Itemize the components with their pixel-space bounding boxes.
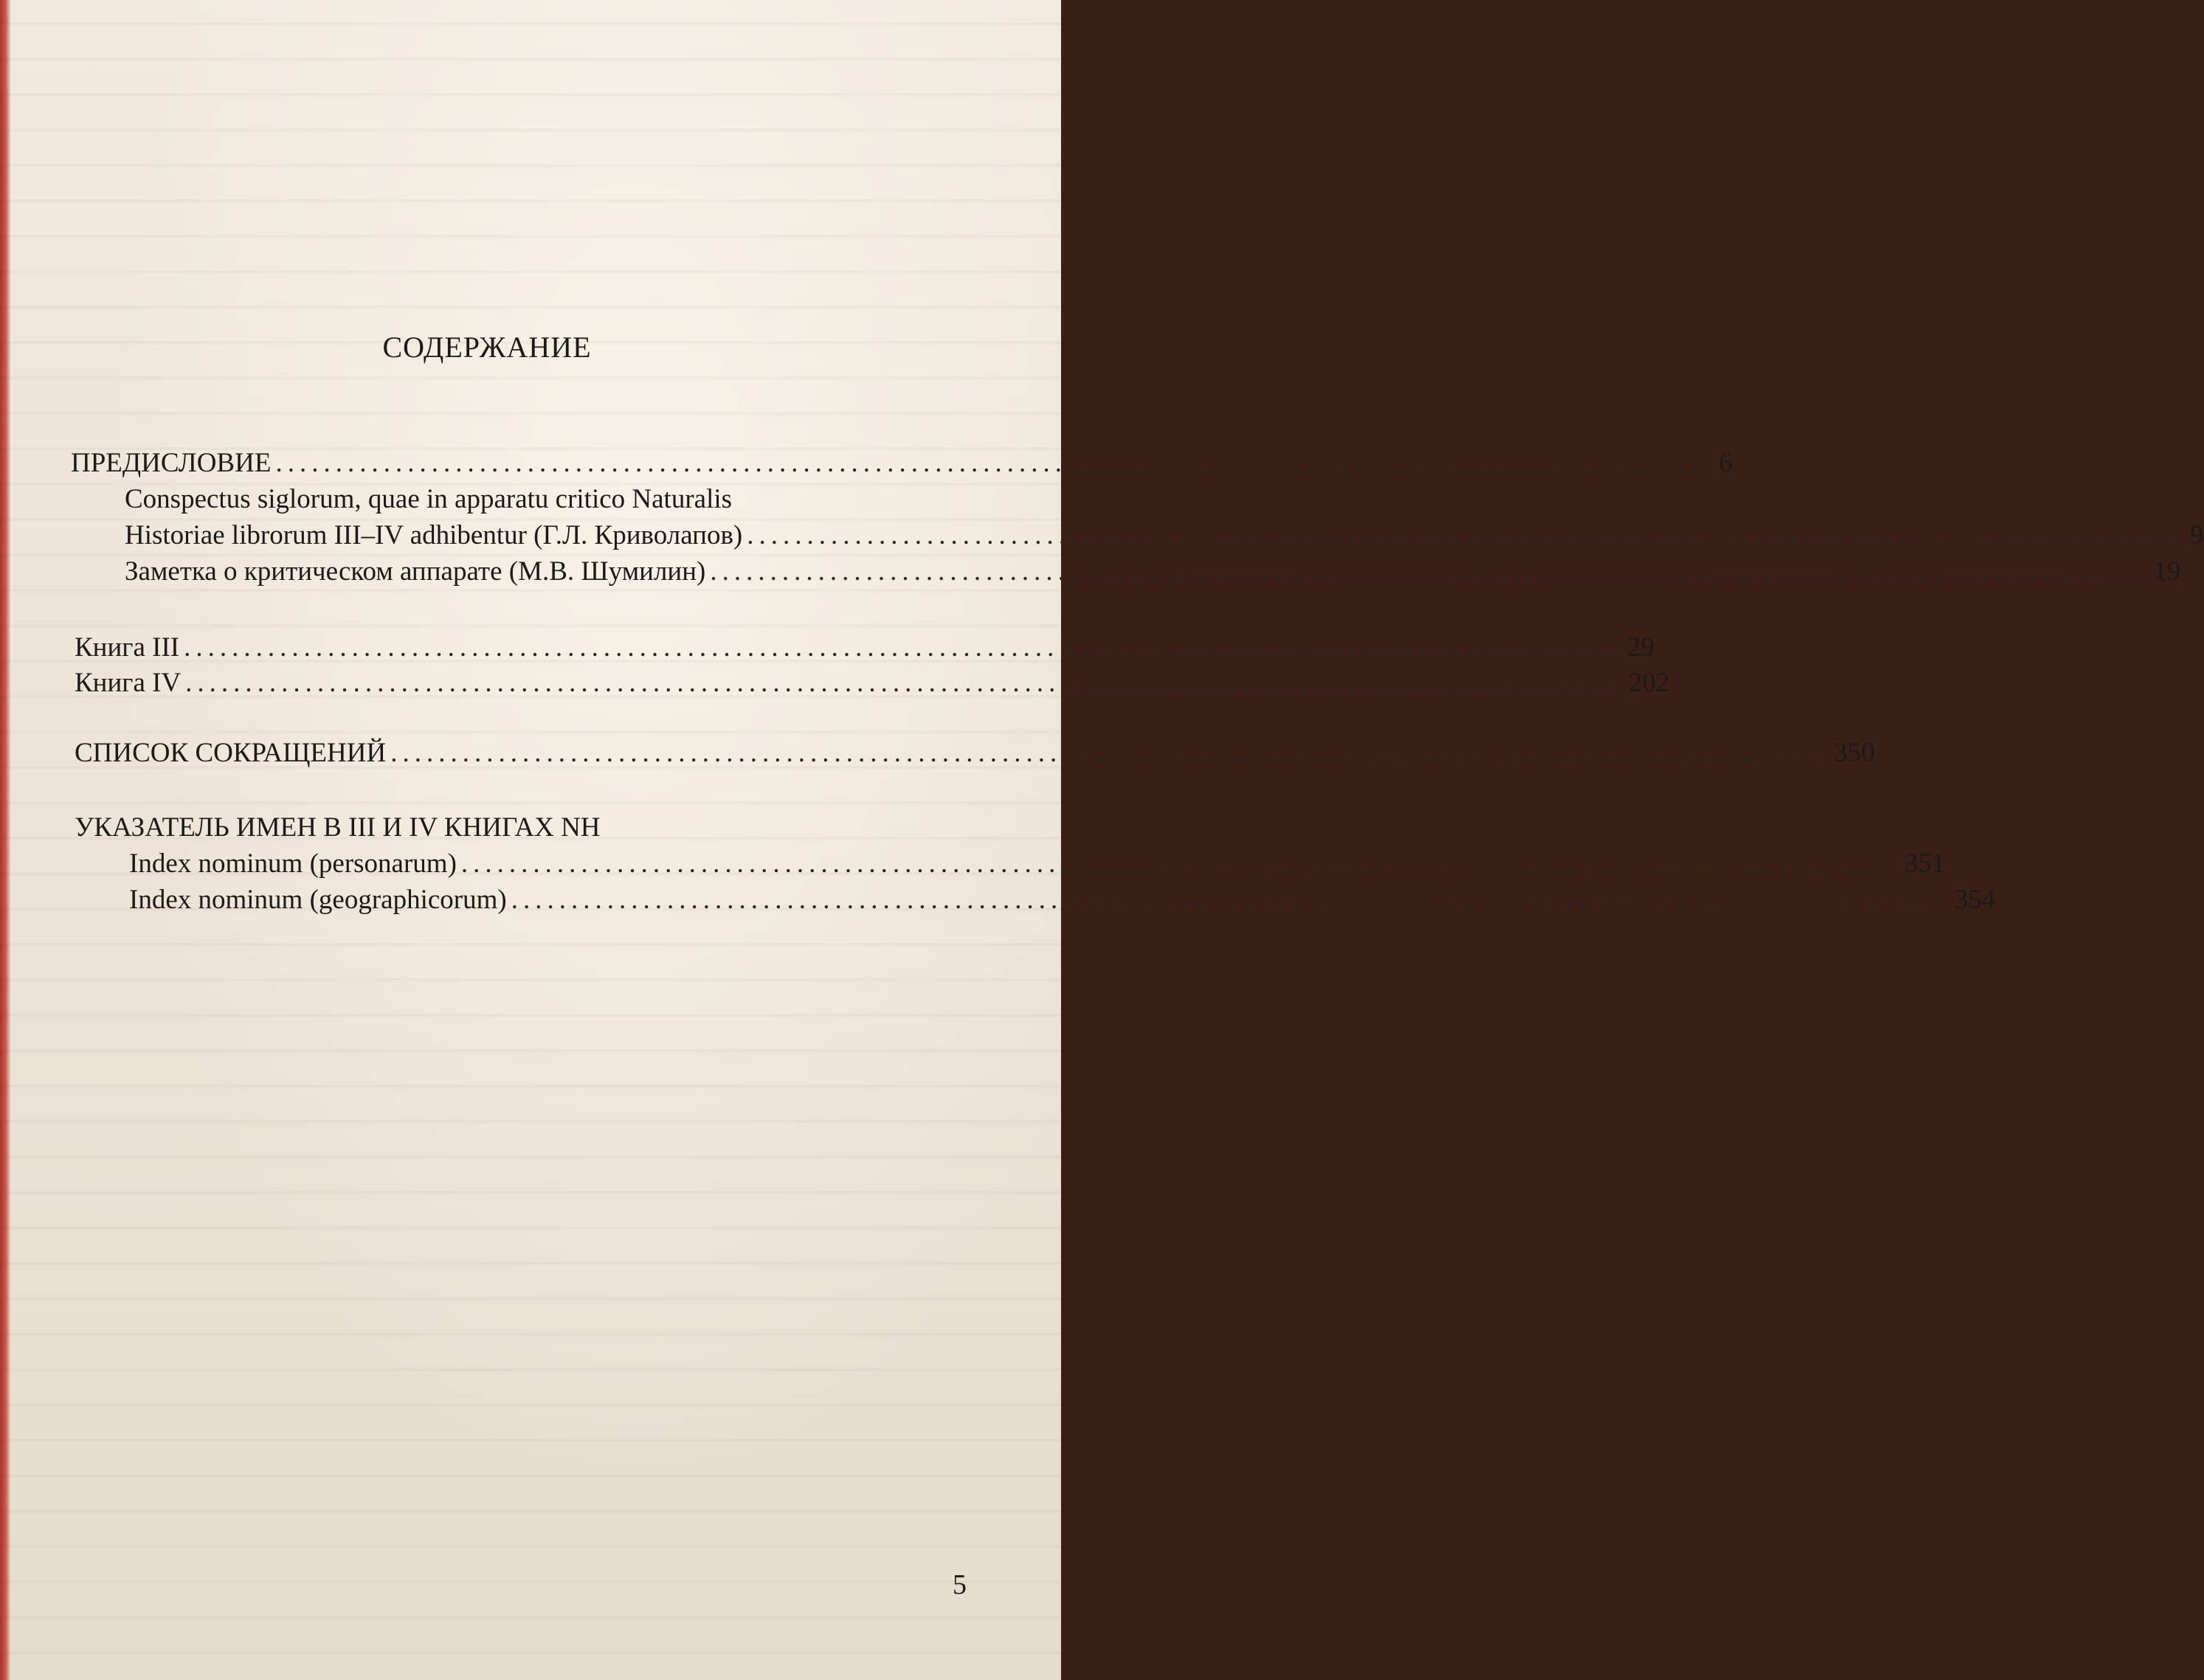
dot-leader: ........................................................................................................................ — [747, 520, 2186, 550]
toc-entry-page: 202 — [1628, 668, 1670, 698]
toc-entry-title: Заметка о критическом аппарате (М.В. Шумилин) — [125, 556, 706, 587]
dot-leader: ........................................................................................................................ — [184, 632, 1623, 663]
toc-entry-page: 9 — [2190, 520, 2204, 550]
page-number: 5 — [953, 1569, 967, 1600]
toc-entry-abbreviations[interactable] — [75, 737, 1875, 769]
toc-entry-page: 351 — [1904, 848, 1946, 879]
dot-leader: ........................................................................................................................ — [710, 556, 2149, 587]
toc-entry-index-personarum[interactable] — [129, 848, 1946, 879]
toc-entry-index-geographicorum[interactable] — [129, 884, 1996, 916]
toc-entry-page: 19 — [2153, 556, 2181, 587]
toc-entry-conspectus[interactable] — [125, 519, 2204, 551]
toc-entry-conspectus-line1: Conspectus siglorum, quae in apparatu critico Naturalis — [125, 484, 733, 514]
toc-entry-title: Historiae librorum III–IV adhibentur (Г.Л. Криволапов) — [125, 520, 743, 550]
toc-entry-title: Книга III — [75, 632, 180, 663]
dot-leader: ........................................................................................................................ — [511, 885, 1950, 915]
toc-entry-title: Книга IV — [75, 668, 182, 698]
toc-entry-preface[interactable] — [71, 447, 1733, 479]
toc-entry-page: 354 — [1954, 885, 1996, 915]
toc-entry-apparatus-note[interactable] — [125, 556, 2181, 587]
toc-entry-title: ПРЕДИСЛОВИЕ — [71, 448, 272, 478]
toc-section-index[interactable]: УКАЗАТЕЛЬ ИМЕН В III И IV КНИГАХ NH — [75, 812, 601, 843]
toc-entry-title: Index nominum (geographicorum) — [129, 885, 507, 915]
toc-entry-title: СПИСОК СОКРАЩЕНИЙ — [75, 738, 387, 768]
toc-entry-page: 6 — [1718, 448, 1733, 478]
toc-entry-page: 350 — [1834, 738, 1875, 768]
contents-heading: СОДЕРЖАНИЕ — [382, 331, 592, 364]
dot-leader: ........................................................................................................................ — [275, 448, 1715, 478]
toc-entry-page: 29 — [1627, 632, 1655, 663]
dot-leader: ........................................................................................................................ — [185, 668, 1625, 698]
toc-entry-title: Index nominum (personarum) — [129, 848, 457, 879]
dot-leader: ........................................................................................................................ — [390, 738, 1830, 768]
dot-leader: ........................................................................................................................ — [460, 848, 1900, 879]
book-spine-edge — [0, 0, 10, 1680]
toc-entry-book-4[interactable] — [75, 667, 1670, 699]
toc-entry-book-3[interactable] — [75, 632, 1655, 663]
